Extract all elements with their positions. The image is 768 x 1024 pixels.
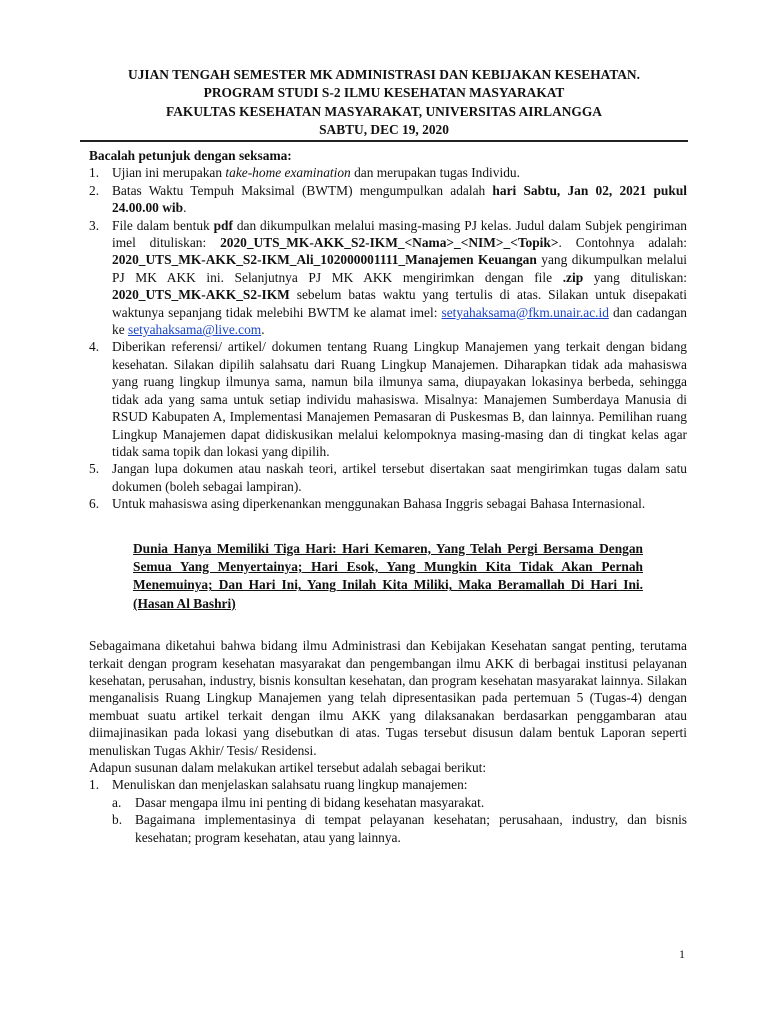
- instructions-list: [89, 164, 687, 512]
- document-header: [0, 66, 768, 140]
- instruction-item-1: 1. Ujian ini merupakan take-home examination dan merupakan tugas Individu.: [89, 165, 520, 181]
- page-number: 1: [679, 947, 685, 961]
- primary-email-link[interactable]: setyahaksama@fkm.unair.ac.id: [441, 304, 609, 320]
- substep-item-a: a. Dasar mengapa ilmu ini penting di bidang kesehatan masyarakat.: [112, 794, 485, 810]
- quote-block: Dunia Hanya Memiliki Tiga Hari: Hari Kemaren, Yang Telah Pergi Bersama Dengan Semua Yang Menyertainya; Hari Esok, Yang Mungkin Kita Tidak Akan Pernah Menemuinya; Dan Hari Ini, Yang Inilah Kita Miliki, Maka Beramallah Di Hari Ini. (Hasan Al Bashri): [133, 540, 643, 611]
- header-line-1: UJIAN TENGAH SEMESTER MK ADMINISTRASI DAN KEBIJAKAN KESEHATAN.: [128, 67, 640, 82]
- steps-list: [89, 776, 687, 846]
- instruction-item-2: 2. Batas Waktu Tempuh Maksimal (BWTM) mengumpulkan adalah hari Sabtu, Jan 02, 2021 pukul 24.00.00 wib.: [89, 182, 687, 216]
- document-body: [89, 147, 687, 846]
- instructions-title: Bacalah petunjuk dengan seksama:: [89, 148, 292, 163]
- substeps-list: [112, 794, 687, 846]
- main-paragraph: Sebagaimana diketahui bahwa bidang ilmu Administrasi dan Kebijakan Kesehatan sangat penting, terutama terkait dengan program kesehatan masyarakat dan pengembangan ilmu AKK di berbagai institusi pelayanan kesehatan, perusahan, industry, bisnis konsultan kesehatan, dan program kesehatan masyarakat lainnya. Silakan menganalisis Ruang Lingkup Manajemen yang telah dipresentasikan pada pertemuan 5 (Tugas-4) dengan membuat suatu artikel terkait dengan ilmu AKK yang dilaksanakan berdasarkan penggambaran atau diimajinasikan pada lokasi yang disebutkan di atas. Tugas tersebut disusun dalam bentuk Laporan seperti menuliskan Tugas Akhir/ Tesis/ Residensi.: [89, 638, 687, 758]
- header-divider: [80, 140, 688, 142]
- instruction-item-4: 4. Diberikan referensi/ artikel/ dokumen tentang Ruang Lingkup Manajemen yang terkait dengan bidang kesehatan. Silakan dipilih salahsatu dari Ruang Lingkup Manajemen. Diharapkan tidak ada mahasiswa yang ruang lingkup ilmunya sama, namun bila ilmunya sama, diupayakan lokasinya berbeda, sehingga tidak ada yang sama untuk setiap individu mahasiswa. Misalnya: Manajemen Sumberdaya Manusia di RSUD Kabupaten A, Implementasi Manajemen Pemasaran di Puskesmas B, dan lainnya. Pemilihan ruang Lingkup Manajemen dapat didiskusikan melalui kelompoknya masing-masing dan di tingkat kelas agar tidak sama topik dan lokasi yang dipilih.: [89, 339, 687, 459]
- arrangement-intro: Adapun susunan dalam melakukan artikel tersebut adalah sebagai berikut:: [89, 760, 487, 775]
- header-line-2: PROGRAM STUDI S-2 ILMU KESEHATAN MASYARAKAT: [203, 85, 565, 101]
- instruction-item-5: 5. Jangan lupa dokumen atau naskah teori, artikel tersebut disertakan saat mengirimkan tugas dalam satu dokumen (boleh sebagai lampiran).: [89, 461, 687, 494]
- step-item-1: 1. Menuliskan dan menjelaskan salahsatu ruang lingkup manajemen: a. Dasar mengapa ilmu ini penting di bidang kesehatan masyarakat. b. Bagaimana implementasinya di tempat pelayanan kesehatan; perusahaan, industry, dan bisnis kesehatan; program kesehatan, atau yang lainnya.: [89, 777, 687, 845]
- instruction-item-6: 6. Untuk mahasiswa asing diperkenankan menggunakan Bahasa Inggris sebagai Bahasa Internasional.: [89, 496, 646, 512]
- substep-item-b: b. Bagaimana implementasinya di tempat pelayanan kesehatan; perusahaan, industry, dan bisnis kesehatan; program kesehatan, atau yang lainnya.: [112, 812, 687, 845]
- instruction-item-3: 3. File dalam bentuk pdf dan dikumpulkan melalui masing-masing PJ kelas. Judul dalam Subjek pengiriman imel dituliskan: 2020_UTS_MK-AKK_S2-IKM_<Nama>_<NIM>_<Topik>. Contohnya adalah: 2020_UTS_MK-AKK_S2-IKM_Ali_102000001111_Manajemen Keuangan yang dikumpulkan melalui PJ MK AKK ini. Selanjutnya PJ MK AKK mengirimkan dengan file .zip yang dituliskan: 2020_UTS_MK-AKK_S2-IKM sebelum batas waktu yang tertulis di atas. Silakan untuk disepakati waktunya sepanjang tidak melebihi BWTM ke alamat imel: setyahaksama@fkm.unair.ac.id dan cadangan ke setyahaksama@live.com.: [89, 217, 688, 338]
- header-line-3: FAKULTAS KESEHATAN MASYARAKAT, UNIVERSITAS AIRLANGGA: [166, 103, 602, 119]
- backup-email-link[interactable]: setyahaksama@live.com: [128, 322, 262, 338]
- header-line-4: SABTU, DEC 19, 2020: [319, 122, 449, 138]
